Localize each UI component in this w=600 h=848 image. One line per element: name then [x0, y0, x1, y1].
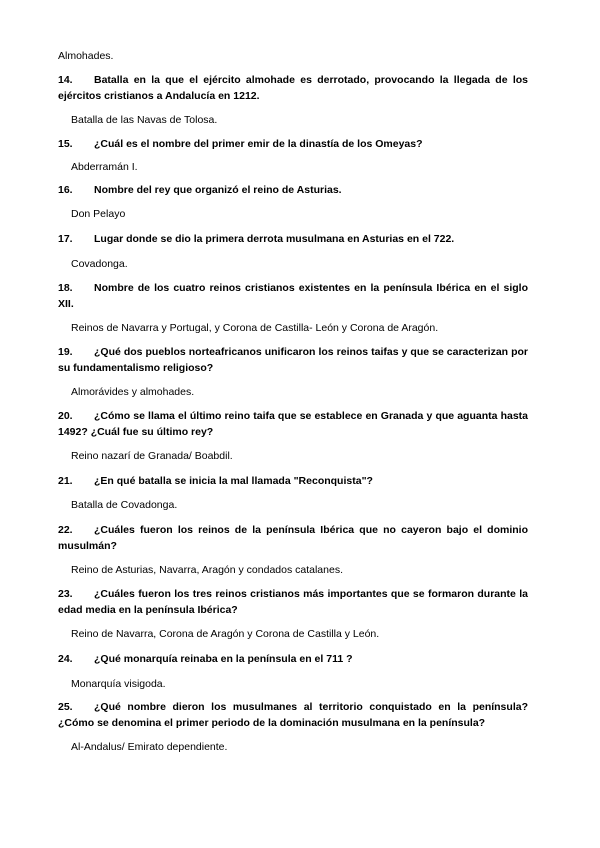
answer-17: Covadonga.	[71, 258, 128, 270]
question-15: 15. ¿Cuál es el nombre del primer emir de la dinastía de los Omeyas?	[58, 138, 423, 150]
answer-19: Almorávides y almohades.	[71, 386, 195, 398]
question-25: 25. ¿Qué nombre dieron los musulmanes al territorio conquistado en la península? ¿Cómo se denomina el primer periodo de la dominación musulmana en la península?	[58, 701, 528, 729]
question-17: 17. Lugar donde se dio la primera derrota musulmana en Asturias en el 722.	[58, 233, 455, 245]
question-21: 21. ¿En qué batalla se inicia la mal llamada "Reconquista"?	[58, 475, 373, 487]
question-14: 14. Batalla en la que el ejército almohade es derrotado, provocando la llegada de los ejércitos cristianos a Andalucía en 1212.	[58, 74, 528, 102]
answer-14: Batalla de las Navas de Tolosa.	[71, 114, 218, 126]
answer-16: Don Pelayo	[71, 208, 126, 220]
question-20: 20. ¿Cómo se llama el último reino taifa que se establece en Granada y que aguanta hasta 1492? ¿Cuál fue su último rey?	[58, 410, 528, 438]
answer-21: Batalla de Covadonga.	[71, 499, 178, 511]
question-24: 24. ¿Qué monarquía reinaba en la península en el 711 ?	[58, 653, 353, 665]
answer-15: Abderramán I.	[71, 161, 138, 173]
answer-24: Monarquía visigoda.	[71, 678, 166, 690]
question-16: 16. Nombre del rey que organizó el reino de Asturias.	[58, 184, 342, 196]
question-23: 23. ¿Cuáles fueron los tres reinos cristianos más importantes que se formaron durante la edad media en la península Ibérica?	[58, 588, 528, 616]
question-18: 18. Nombre de los cuatro reinos cristianos existentes en la península Ibérica en el siglo XII.	[58, 282, 528, 310]
question-22: 22. ¿Cuáles fueron los reinos de la península Ibérica que no cayeron bajo el dominio musulmán?	[58, 524, 528, 552]
intro-text: Almohades.	[58, 50, 114, 62]
answer-20: Reino nazarí de Granada/ Boabdil.	[71, 450, 233, 462]
answer-22: Reino de Asturias, Navarra, Aragón y condados catalanes.	[71, 564, 343, 576]
answer-23: Reino de Navarra, Corona de Aragón y Corona de Castilla y León.	[71, 628, 380, 640]
answer-18: Reinos de Navarra y Portugal, y Corona de Castilla- León y Corona de Aragón.	[71, 322, 439, 334]
answer-25: Al-Andalus/ Emirato dependiente.	[71, 741, 228, 753]
question-19: 19. ¿Qué dos pueblos norteafricanos unificaron los reinos taifas y que se caracterizan por su fundamentalismo religioso?	[58, 346, 528, 374]
